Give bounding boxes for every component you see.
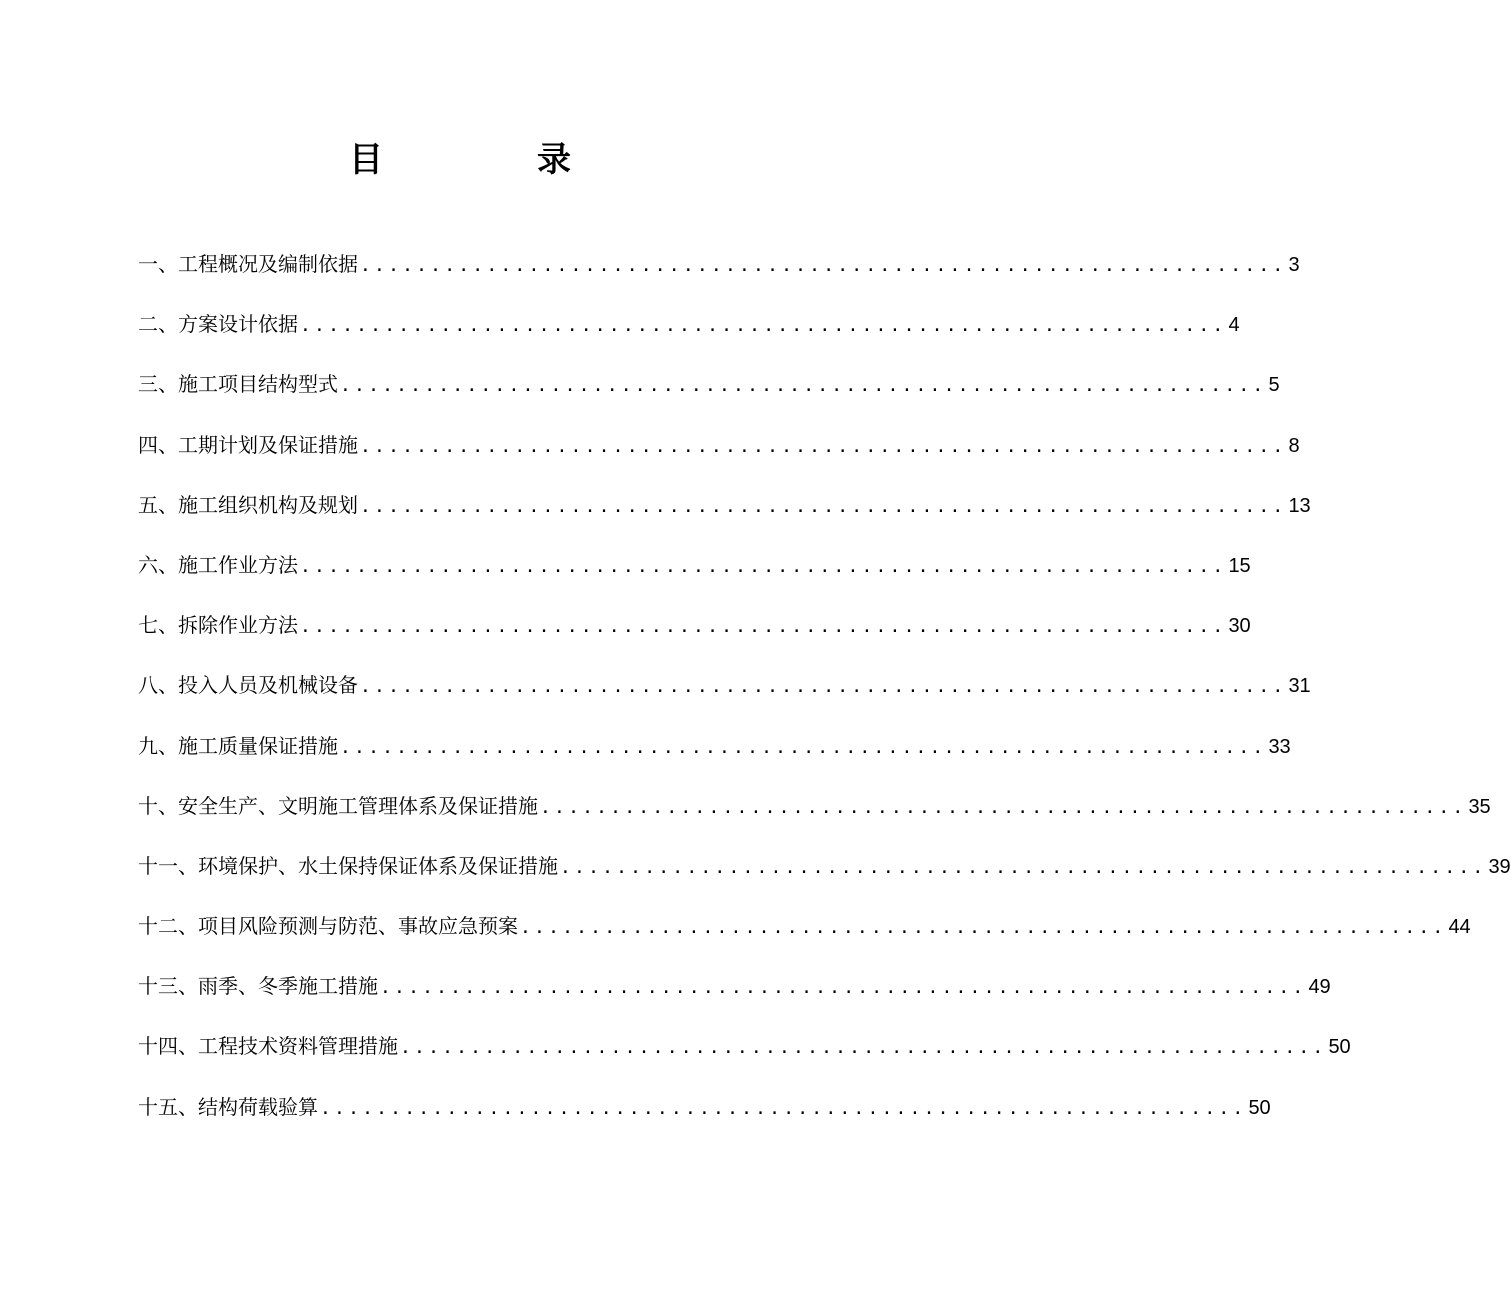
toc-item-page: 50 bbox=[1248, 1096, 1271, 1119]
toc-leader-dots: .................................................................. bbox=[400, 1037, 1327, 1059]
toc-item-page: 13 bbox=[1288, 494, 1311, 517]
page-title: 目 录 bbox=[349, 140, 631, 180]
toc-item-page: 35 bbox=[1468, 795, 1491, 818]
toc-leader-dots: .................................................................. bbox=[300, 315, 1227, 337]
toc-item[interactable] bbox=[138, 969, 1331, 1029]
toc-leader-dots: .................................................................. bbox=[320, 1097, 1247, 1119]
toc-leader-dots: .................................................................. bbox=[380, 977, 1307, 999]
toc-item-label: 十一、环境保护、水土保持保证体系及保证措施 bbox=[138, 853, 558, 878]
toc-leader-dots: .................................................................. bbox=[360, 495, 1287, 517]
toc-item-label: 十三、雨季、冬季施工措施 bbox=[138, 974, 378, 999]
toc-item-page: 5 bbox=[1268, 374, 1280, 397]
toc-item[interactable] bbox=[138, 909, 1471, 969]
toc-item-label: 二、方案设计依据 bbox=[138, 312, 298, 337]
toc-item-page: 15 bbox=[1228, 554, 1251, 577]
toc-item-label: 四、工期计划及保证措施 bbox=[138, 432, 358, 457]
toc-leader-dots: .................................................................. bbox=[360, 435, 1287, 457]
toc-item-label: 九、施工质量保证措施 bbox=[138, 733, 338, 758]
toc-item-label: 十五、结构荷载验算 bbox=[138, 1094, 318, 1119]
toc-leader-dots: .................................................................. bbox=[560, 856, 1487, 878]
toc-item-page: 49 bbox=[1308, 976, 1331, 999]
toc-item-page: 31 bbox=[1288, 675, 1311, 698]
toc-item-label: 三、施工项目结构型式 bbox=[138, 372, 338, 397]
toc-item-page: 3 bbox=[1288, 254, 1300, 276]
toc-item-page: 8 bbox=[1288, 434, 1300, 457]
toc-item[interactable] bbox=[138, 307, 1240, 367]
toc-item[interactable] bbox=[138, 428, 1300, 488]
toc-item[interactable] bbox=[138, 367, 1280, 427]
toc-item-label: 十、安全生产、文明施工管理体系及保证措施 bbox=[138, 793, 538, 818]
toc-item-label: 十二、项目风险预测与防范、事故应急预案 bbox=[138, 914, 518, 939]
toc-item-page: 33 bbox=[1268, 735, 1291, 758]
toc-item[interactable] bbox=[138, 488, 1311, 548]
toc-leader-dots: .................................................................. bbox=[360, 255, 1287, 276]
toc-item[interactable] bbox=[138, 789, 1491, 849]
toc-item-label: 十四、工程技术资料管理措施 bbox=[138, 1034, 398, 1059]
toc-item[interactable] bbox=[138, 548, 1251, 608]
toc-item-page: 30 bbox=[1228, 615, 1251, 638]
toc-item-label: 七、拆除作业方法 bbox=[138, 613, 298, 638]
toc-leader-dots: .................................................................. bbox=[340, 736, 1267, 758]
toc-leader-dots: .................................................................. bbox=[540, 796, 1467, 818]
toc-item[interactable] bbox=[138, 608, 1251, 668]
toc-item-label: 八、投入人员及机械设备 bbox=[138, 673, 358, 698]
toc-item-label: 五、施工组织机构及规划 bbox=[138, 492, 358, 517]
toc-item[interactable] bbox=[138, 668, 1311, 728]
toc-leader-dots: .................................................................. bbox=[340, 375, 1267, 397]
toc-item[interactable] bbox=[138, 247, 1300, 307]
toc-leader-dots: .................................................................. bbox=[520, 917, 1447, 939]
toc-leader-dots: .................................................................. bbox=[300, 555, 1227, 577]
toc-item-page: 44 bbox=[1448, 916, 1471, 939]
toc-leader-dots: .................................................................. bbox=[300, 616, 1227, 638]
toc-item[interactable] bbox=[138, 729, 1291, 789]
toc-item-page: 39 bbox=[1488, 855, 1511, 878]
toc-item-label: 一、工程概况及编制依据 bbox=[138, 252, 358, 276]
toc-item[interactable] bbox=[138, 1029, 1351, 1089]
table-of-contents bbox=[138, 247, 1511, 1150]
toc-item-page: 50 bbox=[1328, 1036, 1351, 1059]
toc-item-page: 4 bbox=[1228, 314, 1240, 337]
toc-leader-dots: .................................................................. bbox=[360, 676, 1287, 698]
toc-item[interactable] bbox=[138, 849, 1511, 909]
toc-item-label: 六、施工作业方法 bbox=[138, 552, 298, 577]
toc-item[interactable] bbox=[138, 1090, 1271, 1150]
